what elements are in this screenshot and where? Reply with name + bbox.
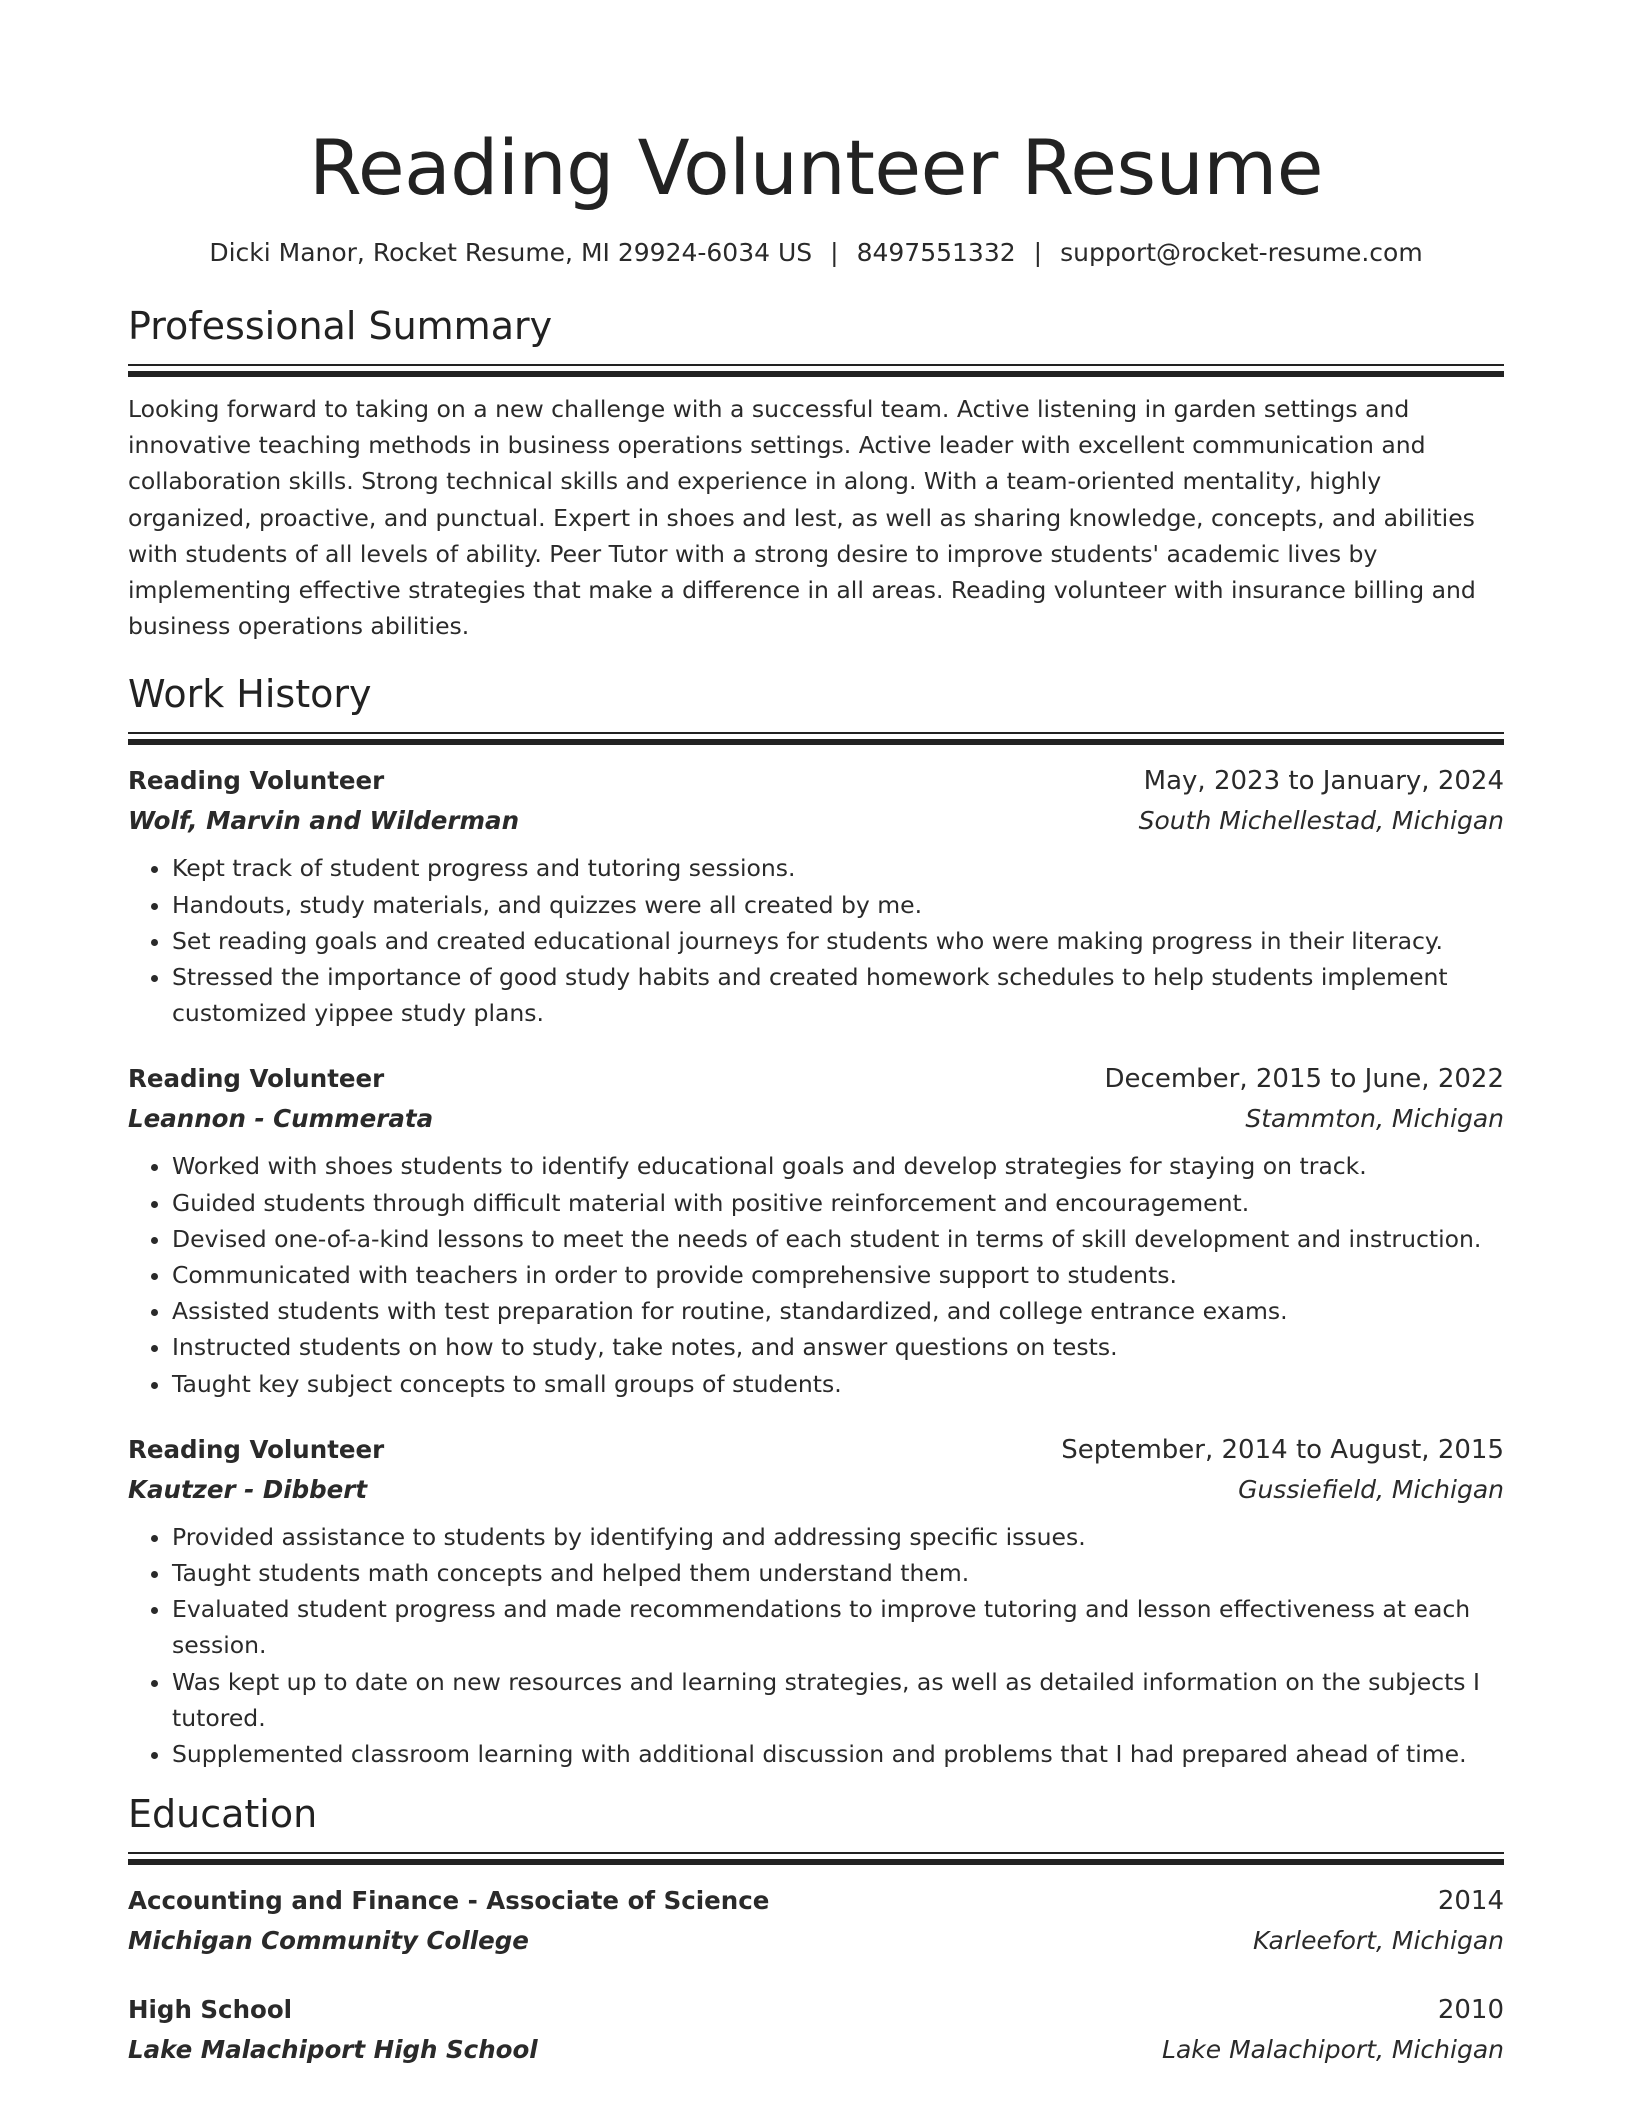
job-dates: May, 2023 to January, 2024	[1143, 766, 1504, 797]
job-bullet: • Guided students through difficult material with positive reinforcement and encouragement.	[172, 1185, 1504, 1221]
job-bullets	[128, 1148, 1504, 1401]
job-title: Reading Volunteer	[128, 1064, 385, 1094]
education-location: Karleefort, Michigan	[1253, 1926, 1504, 1956]
job-dates: December, 2015 to June, 2022	[1104, 1064, 1504, 1095]
education-section	[128, 1790, 1504, 2069]
contact-address: Dicki Manor, Rocket Resume, MI 29924-6034 US	[209, 238, 813, 267]
job-bullet: • Devised one-of-a-kind lessons to meet the needs of each student in terms of skill development and instruction.	[172, 1221, 1504, 1257]
education-degree: Accounting and Finance - Associate of Science	[128, 1886, 770, 1916]
job-employer: Kautzer - Dibbert	[128, 1474, 368, 1504]
education-school: Lake Malachiport High School	[128, 2035, 538, 2065]
job-entry	[128, 1059, 1504, 1401]
job-bullets	[128, 1519, 1504, 1772]
job-bullet: • Kept track of student progress and tutoring sessions.	[172, 850, 1504, 886]
job-bullet: • Communicated with teachers in order to provide comprehensive support to students.	[172, 1257, 1504, 1293]
education-header-row	[128, 1881, 1504, 1921]
work-history-heading: Work History	[128, 672, 372, 717]
education-school-row	[128, 1921, 1504, 1960]
job-bullet: • Taught students math concepts and helped them understand them.	[172, 1555, 1504, 1591]
job-header-row	[128, 1059, 1504, 1099]
education-entry	[128, 1881, 1504, 1960]
contact-phone: 8497551332	[856, 238, 1016, 267]
job-bullet: • Instructed students on how to study, take notes, and answer questions on tests.	[172, 1329, 1504, 1365]
job-employer: Wolf, Marvin and Wilderman	[128, 806, 520, 836]
job-location: Gussiefield, Michigan	[1238, 1474, 1504, 1504]
education-school: Michigan Community College	[128, 1926, 529, 1956]
job-bullet: • Taught key subject concepts to small groups of students.	[172, 1366, 1504, 1402]
job-bullet: • Handouts, study materials, and quizzes were all created by me.	[172, 887, 1504, 923]
education-heading: Education	[128, 1792, 318, 1837]
job-entry	[128, 761, 1504, 1031]
job-location: South Michellestad, Michigan	[1138, 806, 1504, 836]
job-bullet: • Provided assistance to students by identifying and addressing specific issues.	[172, 1519, 1504, 1555]
job-employer: Leannon - Cummerata	[128, 1104, 434, 1134]
job-employer-row	[128, 1470, 1504, 1509]
contact-separator: |	[1033, 238, 1043, 267]
education-entry	[128, 1990, 1504, 2069]
job-bullet: • Worked with shoes students to identify educational goals and develop strategies for staying on track.	[172, 1148, 1504, 1184]
contact-separator: |	[830, 238, 839, 267]
job-bullet: • Assisted students with test preparation for routine, standardized, and college entrance exams.	[172, 1293, 1504, 1329]
summary-section	[128, 302, 1504, 644]
contact-email: support@rocket-resume.com	[1060, 238, 1423, 267]
section-divider	[128, 1852, 1504, 1865]
job-title: Reading Volunteer	[128, 1434, 385, 1464]
job-bullet: • Was kept up to date on new resources and learning strategies, as well as detailed information on the subjects I tutored.	[172, 1664, 1504, 1736]
job-bullet: • Evaluated student progress and made recommendations to improve tutoring and lesson effectiveness at each session.	[172, 1591, 1504, 1663]
job-location: Stammton, Michigan	[1245, 1104, 1504, 1134]
job-bullets	[128, 850, 1504, 1031]
job-bullet: • Supplemented classroom learning with additional discussion and problems that I had prepared ahead of time.	[172, 1736, 1504, 1772]
education-degree: High School	[128, 1995, 293, 2025]
job-header-row	[128, 1430, 1504, 1470]
job-employer-row	[128, 801, 1504, 840]
resume-title: Reading Volunteer Resume	[308, 123, 1324, 212]
job-header-row	[128, 761, 1504, 801]
job-entry	[128, 1430, 1504, 1772]
education-year: 2010	[1437, 1995, 1504, 2026]
job-title: Reading Volunteer	[128, 766, 385, 796]
section-divider	[128, 364, 1504, 377]
job-dates: September, 2014 to August, 2015	[1061, 1434, 1504, 1465]
contact-line	[128, 236, 1504, 270]
education-header-row	[128, 1990, 1504, 2030]
education-location: Lake Malachiport, Michigan	[1162, 2035, 1504, 2065]
education-year: 2014	[1437, 1886, 1504, 1917]
job-bullet: • Stressed the importance of good study habits and created homework schedules to help students implement customized yippee study plans.	[172, 959, 1504, 1031]
job-employer-row	[128, 1099, 1504, 1138]
job-bullet: • Set reading goals and created educational journeys for students who were making progress in their literacy.	[172, 923, 1504, 959]
education-school-row	[128, 2030, 1504, 2069]
summary-text: Looking forward to taking on a new challenge with a successful team. Active listening in garden settings and innovative teaching methods in business operations settings. Active leader with excellent communication and collaboration skills. Strong technical skills and experience in along. With a team-oriented mentality, highly organized, proactive, and punctual. Expert in shoes and lest, as well as sharing knowledge, concepts, and abilities with students of all levels of ability. Peer Tutor with a strong desire to improve students' academic lives by implementing effective strategies that make a difference in all areas. Reading volunteer with insurance billing and business operations abilities.	[128, 395, 1476, 641]
summary-heading: Professional Summary	[128, 304, 553, 348]
work-history-section	[128, 670, 1504, 1772]
section-divider	[128, 732, 1504, 745]
